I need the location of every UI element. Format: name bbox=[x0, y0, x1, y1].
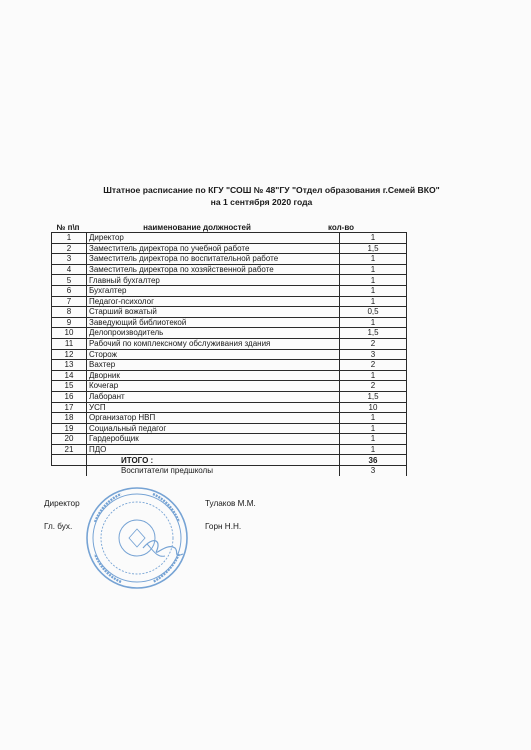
table-row bbox=[52, 402, 407, 413]
table-row bbox=[52, 381, 407, 392]
table-row bbox=[52, 254, 407, 265]
total-quantity: 36 bbox=[340, 455, 407, 466]
row-quantity: 1,5 bbox=[340, 243, 407, 254]
row-number: 17 bbox=[52, 402, 87, 413]
row-quantity: 1,5 bbox=[340, 328, 407, 339]
row-position: Заместитель директора по хозяйственной работе bbox=[87, 264, 340, 275]
row-quantity: 2 bbox=[340, 338, 407, 349]
row-number: 19 bbox=[52, 423, 87, 434]
preschool-row bbox=[52, 466, 407, 476]
row-position: Главный бухгалтер bbox=[87, 275, 340, 286]
row-position: УСП bbox=[87, 402, 340, 413]
row-number: 13 bbox=[52, 360, 87, 371]
row-position: Старший вожатый bbox=[87, 307, 340, 318]
row-quantity: 1 bbox=[340, 317, 407, 328]
preschool-quantity: 3 bbox=[340, 466, 407, 476]
row-position: ПДО bbox=[87, 444, 340, 455]
header-number: № п\п bbox=[56, 223, 80, 232]
row-position: Кочегар bbox=[87, 381, 340, 392]
row-quantity: 1 bbox=[340, 296, 407, 307]
row-position: Заместитель директора по учебной работе bbox=[87, 243, 340, 254]
row-position: Делопроизводитель bbox=[87, 328, 340, 339]
row-number: 21 bbox=[52, 444, 87, 455]
table-row bbox=[52, 360, 407, 371]
row-position: Директор bbox=[87, 233, 340, 244]
row-quantity: 1 bbox=[340, 434, 407, 445]
row-quantity: 1 bbox=[340, 264, 407, 275]
table-row bbox=[52, 285, 407, 296]
table-row bbox=[52, 349, 407, 360]
table-row bbox=[52, 391, 407, 402]
total-row bbox=[52, 455, 407, 466]
table-row bbox=[52, 275, 407, 286]
table-row bbox=[52, 423, 407, 434]
row-position: Заведующий библиотекой bbox=[87, 317, 340, 328]
row-number: 4 bbox=[52, 264, 87, 275]
row-number: 9 bbox=[52, 317, 87, 328]
row-number: 7 bbox=[52, 296, 87, 307]
header-quantity: кол-во bbox=[327, 223, 355, 232]
table-row bbox=[52, 370, 407, 381]
official-stamp-image bbox=[85, 486, 189, 590]
row-quantity: 2 bbox=[340, 360, 407, 371]
director-label: Директор bbox=[44, 499, 80, 508]
table-row bbox=[52, 307, 407, 318]
row-position: Вахтер bbox=[87, 360, 340, 371]
row-number: 2 bbox=[52, 243, 87, 254]
row-number: 14 bbox=[52, 370, 87, 381]
row-quantity: 1,5 bbox=[340, 391, 407, 402]
row-quantity: 1 bbox=[340, 413, 407, 424]
table-row bbox=[52, 338, 407, 349]
accountant-label: Гл. бух. bbox=[44, 522, 73, 531]
row-number: 18 bbox=[52, 413, 87, 424]
staff-table-body bbox=[52, 233, 407, 476]
row-quantity: 1 bbox=[340, 444, 407, 455]
preschool-number-cell bbox=[52, 466, 87, 476]
row-quantity: 1 bbox=[340, 285, 407, 296]
table-row bbox=[52, 317, 407, 328]
row-quantity: 10 bbox=[340, 402, 407, 413]
row-number: 1 bbox=[52, 233, 87, 244]
row-number: 5 bbox=[52, 275, 87, 286]
row-number: 11 bbox=[52, 338, 87, 349]
table-row bbox=[52, 413, 407, 424]
row-position: Гардеробщик bbox=[87, 434, 340, 445]
row-number: 3 bbox=[52, 254, 87, 265]
document-subtitle-date: на 1 сентября 2020 года bbox=[210, 197, 313, 207]
row-position: Рабочий по комплексному обслуживания здания bbox=[87, 338, 340, 349]
row-position: Заместитель директора по воспитательной работе bbox=[87, 254, 340, 265]
table-row bbox=[52, 444, 407, 455]
row-position: Сторож bbox=[87, 349, 340, 360]
row-number: 12 bbox=[52, 349, 87, 360]
total-number-cell bbox=[52, 455, 87, 466]
row-number: 16 bbox=[52, 391, 87, 402]
row-quantity: 1 bbox=[340, 254, 407, 265]
table-row bbox=[52, 243, 407, 254]
table-row bbox=[52, 296, 407, 307]
header-position-name: наименование должностей bbox=[143, 223, 251, 232]
table-row bbox=[52, 434, 407, 445]
staff-table bbox=[51, 232, 407, 476]
total-label: ИТОГО : bbox=[87, 455, 340, 466]
row-position: Социальный педагог bbox=[87, 423, 340, 434]
table-row bbox=[52, 264, 407, 275]
document-title: Штатное расписание по КГУ "СОШ № 48"ГУ "Отдел образования г.Семей ВКО" bbox=[103, 185, 440, 195]
accountant-name: Горн Н.Н. bbox=[205, 522, 242, 531]
table-row bbox=[52, 328, 407, 339]
row-quantity: 0,5 bbox=[340, 307, 407, 318]
row-number: 15 bbox=[52, 381, 87, 392]
row-quantity: 1 bbox=[340, 233, 407, 244]
row-quantity: 1 bbox=[340, 370, 407, 381]
row-quantity: 1 bbox=[340, 423, 407, 434]
row-number: 10 bbox=[52, 328, 87, 339]
row-position: Дворник bbox=[87, 370, 340, 381]
row-quantity: 2 bbox=[340, 381, 407, 392]
row-position: Лаборант bbox=[87, 391, 340, 402]
row-quantity: 1 bbox=[340, 275, 407, 286]
table-row bbox=[52, 233, 407, 244]
row-number: 8 bbox=[52, 307, 87, 318]
row-position: Педагог-психолог bbox=[87, 296, 340, 307]
director-name: Тулаков М.М. bbox=[205, 499, 256, 508]
row-number: 20 bbox=[52, 434, 87, 445]
row-quantity: 3 bbox=[340, 349, 407, 360]
preschool-label: Воспитатели предшколы bbox=[87, 466, 340, 476]
row-position: Организатор НВП bbox=[87, 413, 340, 424]
row-number: 6 bbox=[52, 285, 87, 296]
row-position: Бухгалтер bbox=[87, 285, 340, 296]
